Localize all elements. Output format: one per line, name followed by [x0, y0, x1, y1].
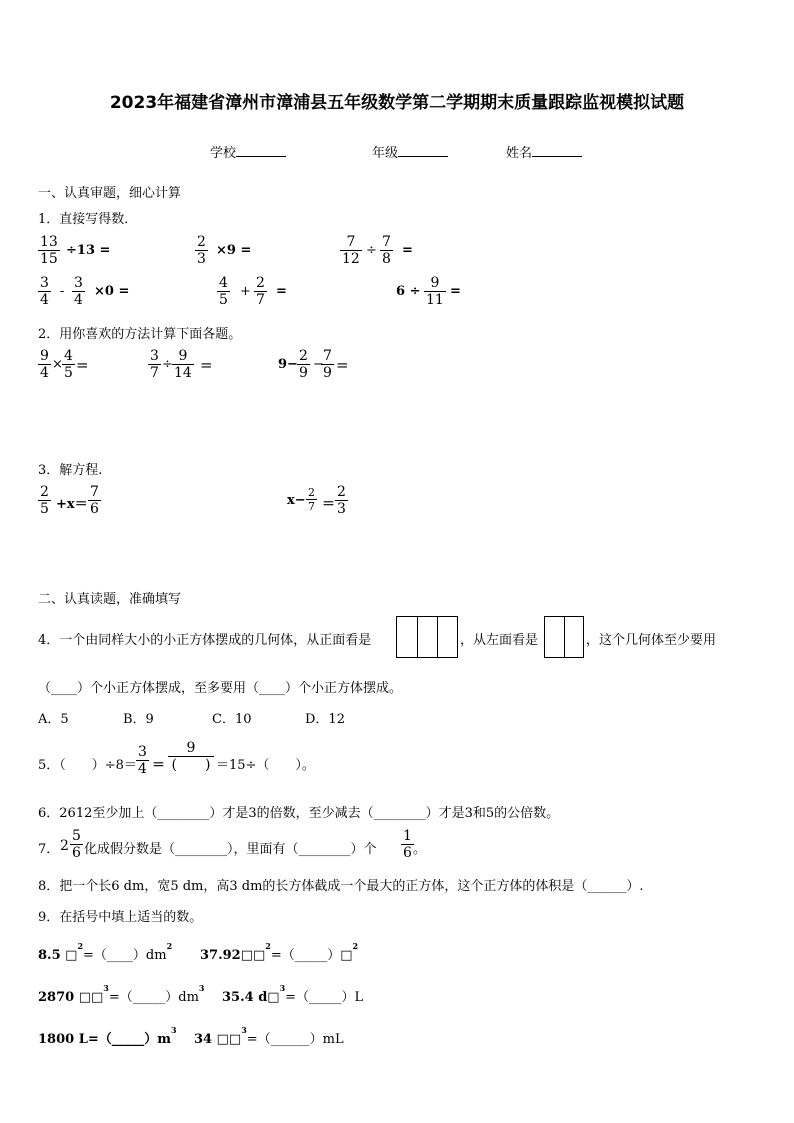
equals: =	[76, 356, 89, 374]
fraction: $\frac{3}{7}$	[150, 348, 159, 381]
q4-text-c: ，这个几何体至少要用	[586, 633, 717, 648]
operator: ÷	[162, 357, 173, 372]
expr-tail: ×0 =	[94, 284, 130, 299]
expr-lead: 6 ÷	[396, 284, 421, 299]
fraction: $\frac{7}{8}$	[382, 234, 391, 267]
operator: ×	[52, 357, 63, 372]
page-title: 2023年福建省漳州市漳浦县五年级数学第二学期期末质量跟踪监视模拟试题	[109, 93, 685, 113]
expr-tail: =	[402, 243, 413, 258]
q5-text-b: ＝15÷（ ）。	[216, 758, 315, 773]
fraction: $\frac{9}{11}$	[426, 275, 444, 308]
school-label: 学校	[210, 146, 237, 161]
mixed-whole: 2	[60, 838, 69, 854]
fraction: $\frac{2}{5}$	[40, 484, 49, 517]
q4-option-c[interactable]: C．10	[212, 712, 252, 727]
fraction: $\frac{2}{3}$	[197, 234, 206, 267]
fraction: $\frac{3}{4}$	[138, 744, 147, 777]
q4-option-a[interactable]: A．5	[38, 712, 69, 727]
equation-middle: +x＝	[56, 497, 88, 512]
grade-label: 年级	[372, 146, 399, 161]
expr-tail: ÷13 =	[66, 243, 111, 258]
expr-lead: x−	[287, 493, 306, 508]
q4-option-b[interactable]: B．9	[123, 712, 154, 727]
fraction: $\frac{9}{14}$	[174, 348, 192, 381]
q9-row3-b: 34 □□$^3$=（______）mL	[194, 1025, 344, 1047]
fraction: $\frac{2}{7}$	[308, 486, 315, 513]
q7-text-c: 。	[413, 842, 427, 857]
school-blank[interactable]	[236, 144, 286, 157]
fraction: $\frac{5}{6}$	[72, 828, 81, 861]
q4-text-b: ，从左面看是	[460, 633, 539, 648]
fraction: $\frac{9}{4}$	[40, 348, 49, 381]
q7-prefix: 7．	[38, 842, 60, 857]
q9-label: 9．在括号中填上适当的数。	[38, 910, 203, 925]
fraction: $\frac{7}{12}$	[342, 234, 360, 267]
operator: -	[60, 284, 65, 299]
operator: −	[313, 357, 324, 372]
school-field	[210, 142, 286, 161]
q1-label: 1．直接写得数．	[38, 212, 138, 227]
fraction: $\frac{2}{3}$	[337, 484, 346, 517]
expr-tail: ×9 =	[216, 243, 252, 258]
name-blank[interactable]	[532, 144, 582, 157]
q8-text: 8．把一个长6 dm，宽5 dm，高3 dm的长方体截成一个最大的正方体，这个正方体的体积是（______）.	[38, 879, 644, 894]
expr-lead: 9−	[278, 357, 298, 372]
fraction: $\frac{7}{6}$	[90, 484, 99, 517]
fraction: $\frac{13}{15}$	[40, 234, 58, 267]
left-view-grid	[544, 616, 584, 658]
fraction: $\frac{2}{7}$	[256, 275, 265, 308]
operator: +	[240, 284, 251, 299]
expr-tail: =	[276, 284, 287, 299]
expr-tail: =	[450, 284, 461, 299]
q9-row1-b: 37.92□□$^2$=（_____）□$^2$	[200, 941, 359, 963]
q9-row1-a: 8.5 $□^2=(\_\_\_\_)dm^2$	[38, 941, 173, 963]
q9-row2-a: 2870 $□□^3=(\_\_\_\_\_)dm^3$	[38, 983, 205, 1005]
fraction: $\frac{2}{9}$	[299, 348, 308, 381]
section-2-heading: 二、认真读题，准确填写	[38, 592, 182, 607]
equals: ＝	[152, 758, 166, 773]
q4-text-a: 4．一个由同样大小的小正方体摆成的几何体，从正面看是	[38, 633, 372, 648]
name-label: 姓名	[506, 146, 533, 161]
q9-row3-a: 1800 $L=(\_\_\_\_\_)m^3$	[38, 1025, 177, 1047]
fraction: $\frac{4}{5}$	[219, 275, 228, 308]
operator: ÷	[366, 243, 377, 258]
q9-row2-b: 35.4 d□$^3$=（_____）L	[222, 983, 364, 1005]
fraction: $\frac{1}{6}$	[403, 828, 412, 861]
fraction: $\frac{7}{9}$	[323, 348, 332, 381]
fraction: $\frac{4}{5}$	[64, 348, 73, 381]
grade-field	[372, 142, 448, 161]
q2-label: 2．用你喜欢的方法计算下面各题。	[38, 327, 242, 342]
section-1-heading: 一、认真审题，细心计算	[38, 186, 182, 201]
q5-text-a: 5．（ ）÷8＝	[38, 758, 137, 773]
grade-blank[interactable]	[398, 144, 448, 157]
fraction: 9 ( )	[168, 740, 214, 773]
q3-label: 3．解方程.	[38, 463, 103, 478]
q4-text-line2: （____）个小正方体摆成，至多要用（____）个小正方体摆成。	[38, 681, 403, 696]
fraction: $\frac{3}{4}$	[40, 275, 49, 308]
q4-option-d[interactable]: D．12	[305, 712, 345, 727]
q7-text-b: 化成假分数是（________），里面有（________）个	[84, 842, 377, 857]
fraction: $\frac{3}{4}$	[74, 275, 83, 308]
q6-text: 6．2612至少加上（________）才是3的倍数，至少减去（________）才是3和5的公倍数。	[38, 806, 560, 821]
name-field	[506, 142, 582, 161]
equals: =	[336, 356, 349, 374]
front-view-grid	[396, 616, 458, 658]
equals: =	[200, 356, 213, 374]
equals: ＝	[322, 497, 336, 512]
